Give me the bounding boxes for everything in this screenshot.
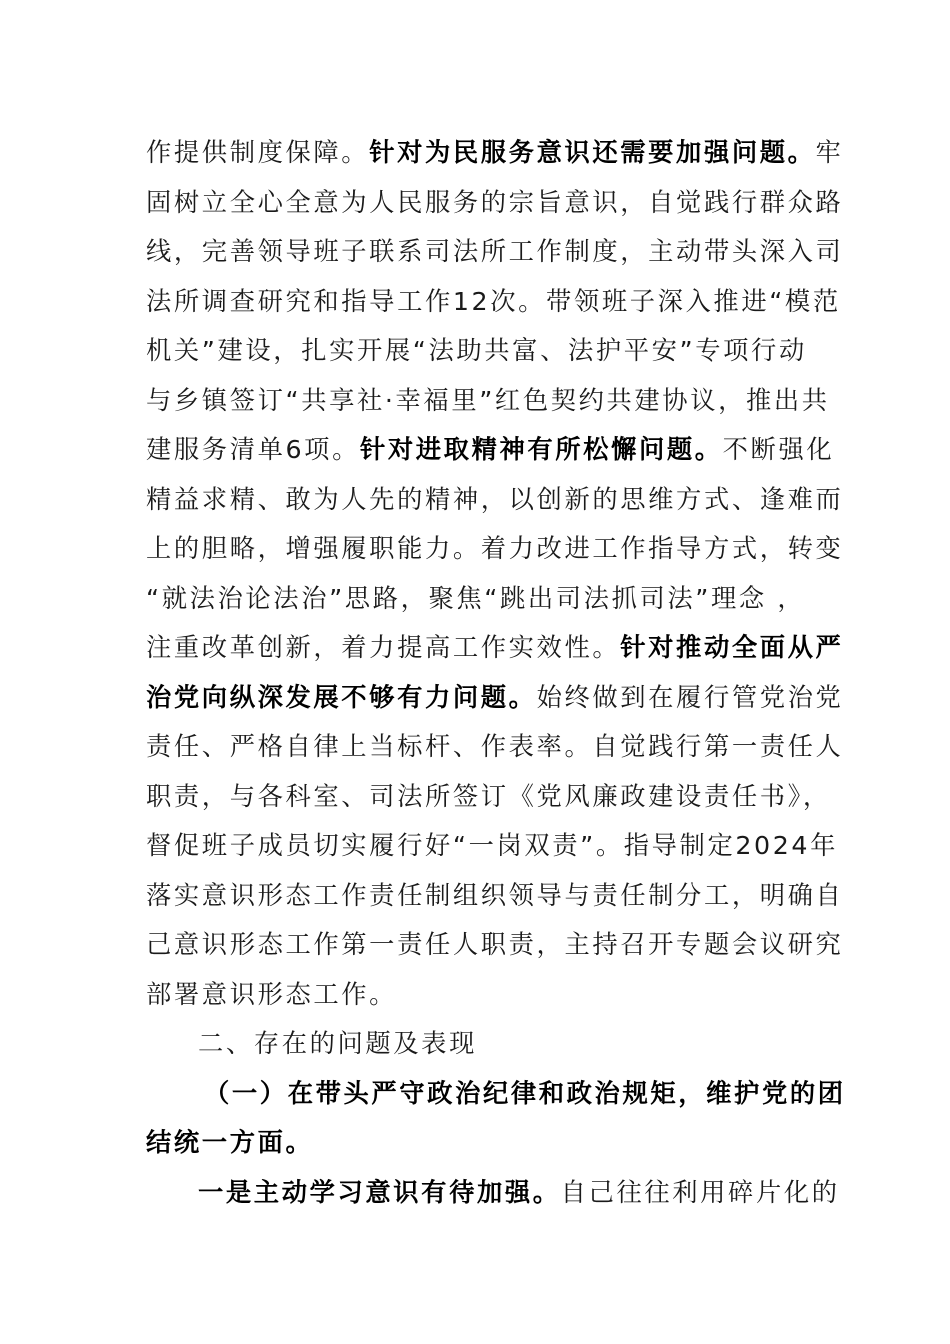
- text-run: 作提供制度保障。: [146, 138, 370, 167]
- text-run: 固树立全心全意为人民服务的宗旨意识，自觉践行群众路: [146, 187, 844, 217]
- bold-text-run: 结统一方面。: [146, 1128, 314, 1157]
- text-run: 线，完善领导班子联系司法所工作制度，主动带头深入司: [146, 237, 844, 266]
- text-line: [146, 821, 839, 871]
- text-line: [146, 277, 841, 327]
- text-run: 注重改革创新，着力提高工作实效性。: [146, 633, 621, 662]
- text-run: 部署意识形态工作。: [146, 979, 398, 1009]
- text-line: [146, 772, 831, 822]
- text-line: [146, 376, 830, 426]
- text-run: 上的胆略，增强履职能力。着力改进工作指导方式，转变: [146, 534, 844, 563]
- text-line: [146, 178, 844, 228]
- bold-text-run: 治党向纵深发展不够有力问题。: [146, 682, 537, 712]
- text-line: [146, 475, 844, 525]
- text-line: [146, 1168, 840, 1218]
- text-run: 精益求精、敢为人先的精神，以创新的思维方式、逢难而: [146, 484, 844, 514]
- text-run: 与乡镇签订“共享社·幸福里”红色契约共建协议，推出共: [146, 385, 830, 415]
- text-line: [146, 227, 844, 277]
- text-line: [146, 871, 844, 921]
- text-line: [146, 623, 844, 673]
- text-line: [146, 970, 806, 1020]
- text-line: [146, 1118, 806, 1168]
- text-run: 二、存在的问题及表现: [198, 1029, 477, 1058]
- text-line: [146, 425, 835, 475]
- bold-text-run: （一）在带头严守政治纪律和政治规矩，维护党的团: [204, 1078, 846, 1108]
- text-run: “就法治论法治”思路，聚焦“跳出司法抓司法”理念 ，: [146, 583, 806, 613]
- bold-text-run: 针对为民服务意识还需要加强问题。: [369, 138, 816, 167]
- bold-text-run: 一是主动学习意识有待加强。: [198, 1177, 561, 1207]
- text-line: [146, 1069, 846, 1119]
- text-run: 督促班子成员切实履行好“一岗双责”。指导制定2024年: [146, 831, 839, 860]
- text-run: 法所调查研究和指导工作12次。带领班子深入推进“模范: [146, 286, 841, 316]
- text-run: 职责，与各科室、司法所签订《党风廉政建设责任书》，: [146, 781, 831, 811]
- text-run: 己意识形态工作第一责任人职责，主持召开专题会议研究: [146, 930, 844, 959]
- text-line: [146, 128, 844, 178]
- text-run: 不断强化: [722, 435, 835, 464]
- text-run: 牢: [815, 138, 844, 167]
- text-line: [146, 524, 844, 574]
- text-run: 自己往往利用碎片化的: [560, 1177, 840, 1207]
- text-run: 责任、严格自律上当标杆、作表率。自觉践行第一责任人: [146, 732, 844, 761]
- text-line: [146, 574, 806, 624]
- text-line: [146, 673, 844, 723]
- text-line: [146, 326, 806, 376]
- text-line: [146, 722, 844, 772]
- text-run: 机关”建设，扎实开展“法助共富、法护平安”专项行动: [146, 336, 807, 365]
- text-run: 建服务清单6项。: [146, 435, 360, 464]
- text-run: 始终做到在履行管党治党: [536, 682, 844, 712]
- bold-text-run: 针对进取精神有所松懈问题。: [359, 435, 723, 464]
- document-body: [146, 128, 846, 1217]
- text-line: [146, 920, 844, 970]
- bold-text-run: 针对推动全面从严: [620, 633, 844, 662]
- text-line: [146, 1019, 806, 1069]
- text-run: 落实意识形态工作责任制组织领导与责任制分工，明确自: [146, 880, 844, 910]
